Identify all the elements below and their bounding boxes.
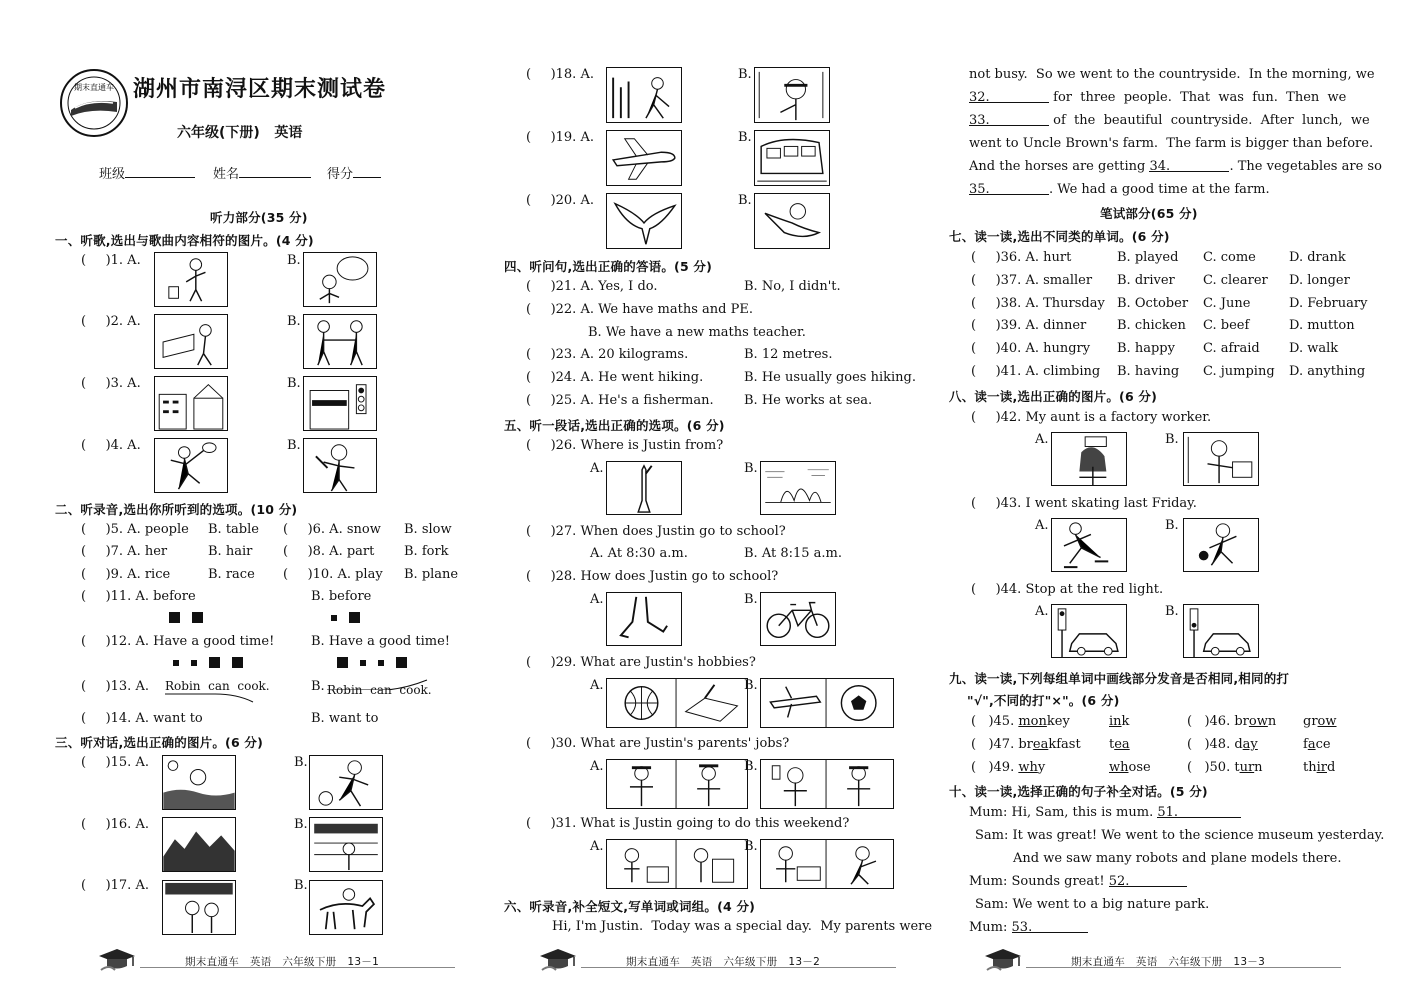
- q27-b[interactable]: B. At 8:15 a.m.: [744, 546, 843, 561]
- q48[interactable]: ( )48. day: [1187, 737, 1258, 752]
- q31-pic-b[interactable]: [760, 839, 894, 889]
- q43-b-label: B.: [1165, 518, 1179, 533]
- passage-line-1: Hi, I'm Justin. Today was a special day. My parents were: [552, 919, 933, 934]
- q23-b[interactable]: B. 12 metres.: [744, 347, 833, 362]
- blank-32[interactable]: 32.: [969, 90, 1049, 103]
- word-question[interactable]: ( )37. A. smaller: [971, 272, 1093, 288]
- q43-a-label: A.: [1035, 518, 1049, 533]
- word-option[interactable]: B. October: [1117, 295, 1189, 311]
- q11[interactable]: ( )11. A. before: [81, 589, 196, 604]
- q26[interactable]: ( )26. Where is Justin from?: [526, 438, 724, 453]
- q11-stress-a: [163, 612, 209, 627]
- graduation-cap-icon: [536, 946, 580, 974]
- q24[interactable]: ( )24. A. He went hiking.: [526, 370, 704, 385]
- footer-3: [981, 948, 1341, 976]
- q49[interactable]: ( )49. why: [971, 760, 1046, 775]
- passage-line-3: 32. for three people. That was fun. Then we: [969, 90, 1347, 105]
- q16-pic-b[interactable]: [309, 817, 383, 872]
- logo-text: 期末直通车: [74, 83, 114, 92]
- word-option[interactable]: D. walk: [1289, 341, 1339, 357]
- q5[interactable]: ( )5. A. people: [81, 522, 189, 537]
- section-8-title: 八、读一读,选出正确的图片。(6 分): [949, 389, 1158, 404]
- exam-title: 湖州市南浔区期末测试卷: [133, 76, 387, 102]
- section-9-title-2: "√",不同的打"×"。(6 分): [967, 693, 1120, 708]
- q16-b-label: B.: [294, 817, 308, 832]
- q49-b: whose: [1109, 760, 1151, 775]
- q42-a-label: A.: [1035, 432, 1049, 447]
- passage-line-5: went to Uncle Brown's farm. The farm is bigger than before.: [969, 136, 1374, 151]
- q17-pic-a[interactable]: [162, 880, 236, 935]
- q22[interactable]: ( )22. A. We have maths and PE.: [526, 302, 753, 317]
- q21[interactable]: ( )21. A. Yes, I do.: [526, 279, 658, 294]
- q30-pic-b[interactable]: [760, 759, 894, 809]
- q4-pic-a[interactable]: [154, 438, 228, 493]
- q29-a-label: A.: [590, 678, 604, 693]
- section-6-title: 六、听录音,补全短文,写单词或词组。(4 分): [504, 899, 756, 914]
- q3-b-label: B.: [287, 376, 301, 391]
- q16-label[interactable]: ( )16. A.: [81, 817, 149, 832]
- q13[interactable]: ( )13. A.: [81, 679, 149, 694]
- q45-b: ink: [1109, 714, 1130, 729]
- q29-b-label: B.: [744, 678, 758, 693]
- q44[interactable]: ( )44. Stop at the red light.: [971, 582, 1164, 597]
- word-question[interactable]: ( )38. A. Thursday: [971, 295, 1105, 311]
- q28-pic-a[interactable]: [606, 592, 682, 646]
- q20-b-label: B.: [738, 193, 752, 208]
- footer-3-text: 期末直通车 英语 六年级下册 13－3: [1071, 956, 1266, 968]
- q29[interactable]: ( )29. What are Justin's hobbies?: [526, 655, 756, 670]
- dialog-line-3: And we saw many robots and plane models there.: [1013, 851, 1342, 866]
- q42-pic-a[interactable]: [1051, 432, 1127, 486]
- q28-b-label: B.: [744, 592, 758, 607]
- dialog-line-5: Sam: We went to a big nature park.: [975, 897, 1210, 912]
- q43-pic-b[interactable]: [1183, 518, 1259, 572]
- section-9-title: 九、读一读,下列每组单词中画线部分发音是否相同,相同的打: [949, 671, 1290, 686]
- graduation-cap-icon: [95, 946, 139, 974]
- q2-pic-b[interactable]: [303, 314, 377, 369]
- q42[interactable]: ( )42. My aunt is a factory worker.: [971, 410, 1212, 425]
- q25-b[interactable]: B. He works at sea.: [744, 393, 873, 408]
- q30-pic-a[interactable]: [606, 759, 748, 809]
- q15-pic-b[interactable]: [309, 755, 383, 810]
- q48-b: face: [1303, 737, 1331, 752]
- q29-pic-b[interactable]: [760, 678, 894, 728]
- q31-pic-a[interactable]: [606, 839, 748, 889]
- q2-b-label: B.: [287, 314, 301, 329]
- writing-title: 笔试部分(65 分): [1100, 206, 1198, 221]
- q14-b[interactable]: B. want to: [311, 711, 379, 726]
- section-2-title: 二、听录音,选出你所听到的选项。(10 分): [55, 502, 298, 517]
- q29-pic-a[interactable]: [606, 678, 748, 728]
- q17-label[interactable]: ( )17. A.: [81, 878, 149, 893]
- q50[interactable]: ( )50. turn: [1187, 760, 1263, 775]
- q42-b-label: B.: [1165, 432, 1179, 447]
- q20-pic-b[interactable]: [754, 193, 830, 249]
- q6-b[interactable]: B. slow: [404, 522, 452, 537]
- word-option[interactable]: D. mutton: [1289, 318, 1355, 334]
- footer-2-text: 期末直通车 英语 六年级下册 13－2: [626, 956, 821, 968]
- q44-b-label: B.: [1165, 604, 1179, 619]
- q1-pic-b[interactable]: [303, 252, 377, 307]
- q44-pic-a[interactable]: [1051, 604, 1127, 658]
- q27[interactable]: ( )27. When does Justin go to school?: [526, 524, 786, 539]
- q30[interactable]: ( )30. What are Justin's parents' jobs?: [526, 736, 790, 751]
- word-option[interactable]: D. drank: [1289, 250, 1346, 265]
- q20-pic-a[interactable]: [606, 193, 682, 249]
- q18-label[interactable]: ( )18. A.: [526, 67, 594, 82]
- section-3-title: 三、听对话,选出正确的图片。(6 分): [55, 735, 264, 750]
- blank-34[interactable]: 34.: [1149, 159, 1229, 172]
- q4-pic-b[interactable]: [303, 438, 377, 493]
- blank-52[interactable]: 52.: [1109, 874, 1187, 887]
- footer-1: [95, 948, 455, 976]
- q4-b-label: B.: [287, 438, 301, 453]
- q28[interactable]: ( )28. How does Justin go to school?: [526, 569, 779, 584]
- q19-pic-b[interactable]: [754, 130, 830, 186]
- word-question[interactable]: ( )36. A. hurt: [971, 250, 1072, 265]
- word-option[interactable]: C. beef: [1203, 318, 1250, 334]
- q18-pic-a[interactable]: [606, 67, 682, 123]
- word-option[interactable]: C. June: [1203, 295, 1251, 311]
- blank-33[interactable]: 33.: [969, 113, 1049, 126]
- word-question[interactable]: ( )41. A. climbing: [971, 364, 1101, 379]
- q26-a-label: A.: [590, 461, 604, 476]
- word-option[interactable]: D. longer: [1289, 272, 1350, 288]
- q8-b[interactable]: B. fork: [404, 544, 449, 559]
- q19-label[interactable]: ( )19. A.: [526, 130, 594, 145]
- score-field[interactable]: 得分: [327, 163, 381, 182]
- q47-b: tea: [1109, 737, 1130, 752]
- q44-a-label: A.: [1035, 604, 1049, 619]
- page-3: [945, 0, 1385, 1000]
- q6[interactable]: ( )6. A. snow: [283, 522, 381, 537]
- q1-b-label: B.: [287, 253, 301, 268]
- class-field[interactable]: 班级: [99, 163, 195, 182]
- q45[interactable]: ( )45. monkey: [971, 714, 1070, 729]
- q15-pic-a[interactable]: [162, 755, 236, 810]
- blank-35[interactable]: 35.: [969, 182, 1049, 195]
- q4-label[interactable]: ( )4. A.: [81, 438, 141, 453]
- q17-pic-b[interactable]: [309, 880, 383, 935]
- word-question[interactable]: ( )40. A. hungry: [971, 341, 1091, 357]
- q47[interactable]: ( )47. breakfast: [971, 737, 1081, 752]
- q46-b: grow: [1303, 714, 1337, 729]
- q12[interactable]: ( )12. A. Have a good time!: [81, 634, 275, 649]
- q5-b[interactable]: B. table: [208, 522, 259, 537]
- word-option[interactable]: B. happy: [1117, 341, 1175, 357]
- q16-pic-a[interactable]: [162, 817, 236, 872]
- q13-b-text[interactable]: Robin can cook.: [327, 683, 432, 697]
- passage-line-6: And the horses are getting 34. . The vegetables are so: [969, 159, 1382, 174]
- q26-pic-a[interactable]: [606, 461, 682, 515]
- q31-b-label: B.: [744, 839, 758, 854]
- q25[interactable]: ( )25. A. He's a fisherman.: [526, 393, 714, 408]
- passage-line-2: not busy. So we went to the countryside. In the morning, we: [969, 67, 1375, 82]
- word-option[interactable]: D. anything: [1289, 364, 1366, 379]
- passage-line-7: 35. . We had a good time at the farm.: [969, 182, 1270, 197]
- page-1: [55, 0, 459, 1000]
- q46[interactable]: ( )46. brown: [1187, 714, 1277, 729]
- q7-b[interactable]: B. hair: [208, 544, 253, 559]
- dialog-line-2: Sam: It was great! We went to the science museum yesterday.: [975, 828, 1385, 843]
- word-option[interactable]: B. played: [1117, 250, 1179, 265]
- section-5-title: 五、听一段话,选出正确的选项。(6 分): [504, 418, 725, 433]
- blank-53[interactable]: 53.: [1012, 920, 1088, 933]
- q50-b: third: [1303, 760, 1336, 775]
- q30-b-label: B.: [744, 759, 758, 774]
- section-1-title: 一、听歌,选出与歌曲内容相符的图片。(4 分): [55, 233, 314, 248]
- q12-stress-b: [331, 657, 413, 672]
- q20-label[interactable]: ( )20. A.: [526, 193, 594, 208]
- q31-a-label: A.: [590, 839, 604, 854]
- q13-a-intonation: [165, 690, 265, 708]
- q23[interactable]: ( )23. A. 20 kilograms.: [526, 347, 689, 362]
- name-field[interactable]: 姓名: [213, 163, 311, 182]
- passage-line-4: 33. of the beautiful countryside. After lunch, we: [969, 113, 1370, 128]
- footer-2: [536, 948, 896, 976]
- q19-b-label: B.: [738, 130, 752, 145]
- footer-1-text: 期末直通车 英语 六年级下册 13－1: [185, 956, 380, 968]
- word-option[interactable]: B. chicken: [1117, 318, 1186, 334]
- word-option[interactable]: C. afraid: [1203, 341, 1260, 357]
- section-4-title: 四、听问句,选出正确的答语。(5 分): [504, 259, 713, 274]
- logo-badge: [57, 68, 131, 138]
- q44-pic-b[interactable]: [1183, 604, 1259, 658]
- word-option[interactable]: C. jumping: [1203, 364, 1275, 379]
- page-2: [500, 0, 933, 1000]
- q12-stress-a: [167, 657, 249, 672]
- q13-a-text: Robin can cook.: [165, 679, 270, 693]
- q31[interactable]: ( )31. What is Justin going to do this weekend?: [526, 816, 850, 831]
- q3-label[interactable]: ( )3. A.: [81, 376, 141, 391]
- q11-b[interactable]: B. before: [311, 589, 372, 604]
- q12-b[interactable]: B. Have a good time!: [311, 634, 451, 649]
- q15-label[interactable]: ( )15. A.: [81, 755, 149, 770]
- q9[interactable]: ( )9. A. rice: [81, 567, 171, 582]
- word-option[interactable]: D. February: [1289, 295, 1368, 311]
- q9-b[interactable]: B. race: [208, 567, 255, 582]
- q18-b-label: B.: [738, 67, 752, 82]
- listening-title: 听力部分(35 分): [210, 210, 308, 225]
- q2-pic-a[interactable]: [154, 314, 228, 369]
- word-option[interactable]: C. come: [1203, 250, 1256, 265]
- q28-pic-b[interactable]: [760, 592, 836, 646]
- q3-pic-a[interactable]: [154, 376, 228, 431]
- q26-b-label: B.: [744, 461, 758, 476]
- word-option[interactable]: B. having: [1117, 364, 1180, 379]
- q24-b[interactable]: B. He usually goes hiking.: [744, 370, 916, 385]
- q10-b[interactable]: B. plane: [404, 567, 459, 582]
- q19-pic-a[interactable]: [606, 130, 682, 186]
- q10[interactable]: ( )10. A. play: [283, 567, 383, 582]
- word-option[interactable]: B. driver: [1117, 272, 1175, 288]
- q8[interactable]: ( )8. A. part: [283, 544, 375, 559]
- word-question[interactable]: ( )39. A. dinner: [971, 318, 1087, 334]
- dialog-line-6: Mum: 53.: [969, 920, 1088, 935]
- exam-subtitle: 六年级(下册) 英语: [177, 125, 303, 141]
- section-7-title: 七、读一读,选出不同类的单词。(6 分): [949, 229, 1170, 244]
- section-10-title: 十、读一读,选择正确的句子补全对话。(5 分): [949, 784, 1208, 799]
- dialog-line-1: Mum: Hi, Sam, this is mum. 51.: [969, 805, 1241, 820]
- q27-a[interactable]: A. At 8:30 a.m.: [590, 546, 688, 561]
- q13-b-intonation: [327, 676, 437, 694]
- q21-b[interactable]: B. No, I didn't.: [744, 279, 841, 294]
- q15-b-label: B.: [294, 755, 308, 770]
- q7[interactable]: ( )7. A. her: [81, 544, 168, 559]
- q43-pic-a[interactable]: [1051, 518, 1127, 572]
- q26-pic-b[interactable]: [760, 461, 836, 515]
- q13-b-label: B.: [311, 679, 325, 694]
- q43[interactable]: ( )43. I went skating last Friday.: [971, 496, 1197, 511]
- word-option[interactable]: C. clearer: [1203, 272, 1268, 288]
- graduation-cap-icon: [981, 946, 1025, 974]
- q42-pic-b[interactable]: [1183, 432, 1259, 486]
- dialog-line-4: Mum: Sounds great! 52.: [969, 874, 1187, 889]
- q30-a-label: A.: [590, 759, 604, 774]
- q18-pic-b[interactable]: [754, 67, 830, 123]
- q1-label[interactable]: ( )1. A.: [81, 253, 141, 268]
- q14[interactable]: ( )14. A. want to: [81, 711, 203, 726]
- q17-b-label: B.: [294, 878, 308, 893]
- q28-a-label: A.: [590, 592, 604, 607]
- q22-b[interactable]: B. We have a new maths teacher.: [588, 325, 806, 340]
- q11-stress-b: [325, 612, 366, 627]
- q3-pic-b[interactable]: [303, 376, 377, 431]
- q2-label[interactable]: ( )2. A.: [81, 314, 141, 329]
- blank-51[interactable]: 51.: [1157, 805, 1241, 818]
- q1-pic-a[interactable]: [154, 252, 228, 307]
